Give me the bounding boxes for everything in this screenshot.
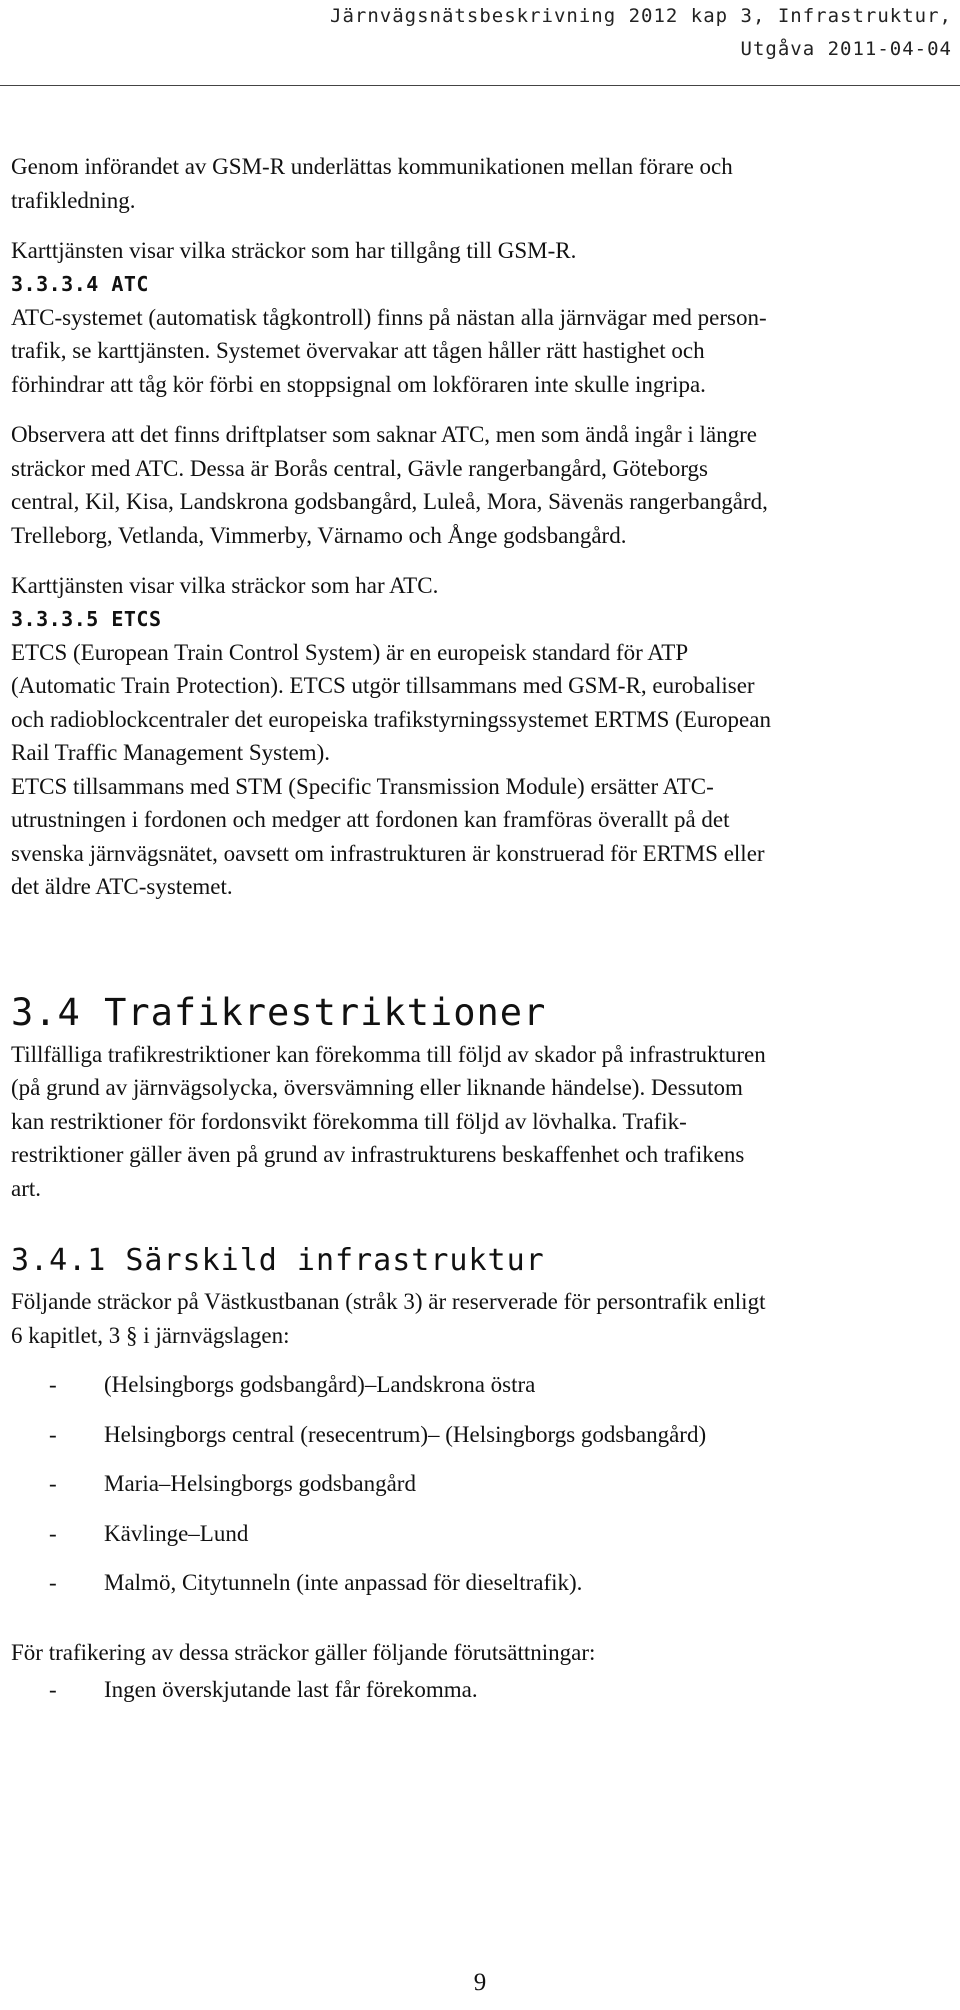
etcs-paragraph-2	[11, 770, 949, 904]
header-line-1: Järnvägsnätsbeskrivning 2012 kap 3, Infrastruktur,	[330, 5, 952, 27]
list-item-text: Maria–Helsingborgs godsbangård	[104, 1471, 416, 1496]
forutsattningar-paragraph: För trafikering av dessa sträckor gäller följande förutsättningar:	[11, 1639, 596, 1665]
trafik-p1-line5: art.	[11, 1175, 42, 1201]
trafik-paragraph	[11, 1038, 949, 1206]
list-item-text: Kävlinge–Lund	[104, 1520, 249, 1546]
gsm-p1-line1: Genom införandet av GSM-R underlättas kommunikationen mellan förare och	[11, 154, 733, 179]
atc-p2-line1: Observera att det finns driftplatser som saknar ATC, men som ändå ingår i längre	[11, 422, 758, 447]
list-dash: -	[49, 1421, 57, 1447]
etcs-p2-line1: ETCS tillsammans med STM (Specific Transmission Module) ersätter ATC-	[11, 773, 714, 799]
sarskild-paragraph	[11, 1285, 949, 1352]
atc-p1-line3: förhindrar att tåg kör förbi en stoppsignal om lokföraren inte skulle ingripa.	[11, 371, 706, 397]
list-dash: -	[49, 1570, 57, 1595]
etcs-p1-line4: Rail Traffic Management System).	[11, 740, 330, 765]
etcs-p2-line2: utrustningen i fordonen och medger att fordonen kan framföras överallt på det	[11, 807, 730, 832]
etcs-p1-line1: ETCS (European Train Control System) är en europeisk standard för ATP	[11, 639, 689, 665]
etcs-paragraph-1	[11, 636, 949, 770]
list-item	[11, 1467, 949, 1501]
atc-p2-line2: sträckor med ATC. Dessa är Borås central, Gävle rangerbangård, Göteborgs	[11, 455, 709, 481]
gsm-p1-line2: trafikledning.	[11, 187, 136, 213]
atc-p1-line2: trafik, se karttjänsten. Systemet övervakar att tågen håller rätt hastighet och	[11, 338, 705, 363]
page-header	[0, 0, 960, 86]
atc-paragraph-2	[11, 418, 949, 552]
etcs-heading: 3.3.3.5 ETCS	[11, 606, 162, 631]
route-list	[11, 1368, 949, 1600]
list-item	[11, 1368, 949, 1402]
condition-list	[11, 1673, 949, 1707]
etcs-p1-line3: och radioblockcentraler det europeiska trafikstyrningssystemet ERTMS (European	[11, 706, 771, 732]
list-dash: -	[49, 1471, 57, 1496]
list-item-text: Malmö, Citytunneln (inte anpassad för dieseltrafik).	[104, 1570, 583, 1595]
etcs-p2-line4: det äldre ATC-systemet.	[11, 874, 233, 899]
sarskild-infrastruktur-heading: 3.4.1 Särskild infrastruktur	[11, 1243, 545, 1278]
list-dash: -	[49, 1520, 57, 1546]
gsm-paragraph	[11, 150, 949, 217]
etcs-p1-line2: (Automatic Train Protection). ETCS utgör tillsammans med GSM-R, eurobaliser	[11, 673, 755, 698]
header-line-2: Utgåva 2011-04-04	[740, 38, 952, 60]
list-item	[11, 1517, 949, 1551]
list-item	[11, 1673, 949, 1707]
trafik-p1-line2: (på grund av järnvägsolycka, översvämning eller liknande händelse). Dessutom	[11, 1075, 743, 1100]
page-number: 9	[473, 1969, 487, 1996]
list-item-text: Ingen överskjutande last får förekomma.	[104, 1677, 478, 1702]
list-item-text: (Helsingborgs godsbangård)–Landskrona östra	[104, 1372, 536, 1397]
atc-p1-line1: ATC-systemet (automatisk tågkontroll) finns på nästan alla järnvägar med person-	[11, 304, 767, 330]
list-dash: -	[49, 1677, 57, 1702]
sarskild-p1-line1: Följande sträckor på Västkustbanan (stråk 3) är reserverade för persontrafik enligt	[11, 1289, 766, 1314]
page-content	[11, 150, 949, 1707]
etcs-p2-line3: svenska järnvägsnätet, oavsett om infrastrukturen är konstruerad för ERTMS eller	[11, 840, 765, 866]
trafikrestriktioner-heading: 3.4 Trafikrestriktioner	[11, 990, 547, 1034]
list-item-text: Helsingborgs central (resecentrum)– (Helsingborgs godsbangård)	[104, 1421, 707, 1447]
trafik-p1-line4: restriktioner gäller även på grund av infrastrukturens beskaffenhet och trafikens	[11, 1142, 745, 1167]
trafik-p1-line3: kan restriktioner för fordonsvikt förekomma till följd av lövhalka. Trafik-	[11, 1108, 687, 1134]
atc-p2-line4: Trelleborg, Vetlanda, Vimmerby, Värnamo och Ånge godsbangård.	[11, 522, 627, 548]
atc-heading: 3.3.3.4 ATC	[11, 271, 149, 296]
list-dash: -	[49, 1372, 57, 1397]
trafik-p1-line1: Tillfälliga trafikrestriktioner kan förekomma till följd av skador på infrastrukturen	[11, 1041, 766, 1067]
list-item	[11, 1418, 949, 1452]
atc-paragraph-1	[11, 301, 949, 402]
atc-p2-line3: central, Kil, Kisa, Landskrona godsbangård, Luleå, Mora, Sävenäs rangerbangård,	[11, 489, 768, 514]
list-item	[11, 1566, 949, 1600]
sarskild-p1-line2: 6 kapitlet, 3 § i järnvägslagen:	[11, 1322, 290, 1348]
atc-paragraph-3: Karttjänsten visar vilka sträckor som har ATC.	[11, 573, 439, 598]
gsm-map-paragraph: Karttjänsten visar vilka sträckor som har tillgång till GSM-R.	[11, 238, 577, 263]
